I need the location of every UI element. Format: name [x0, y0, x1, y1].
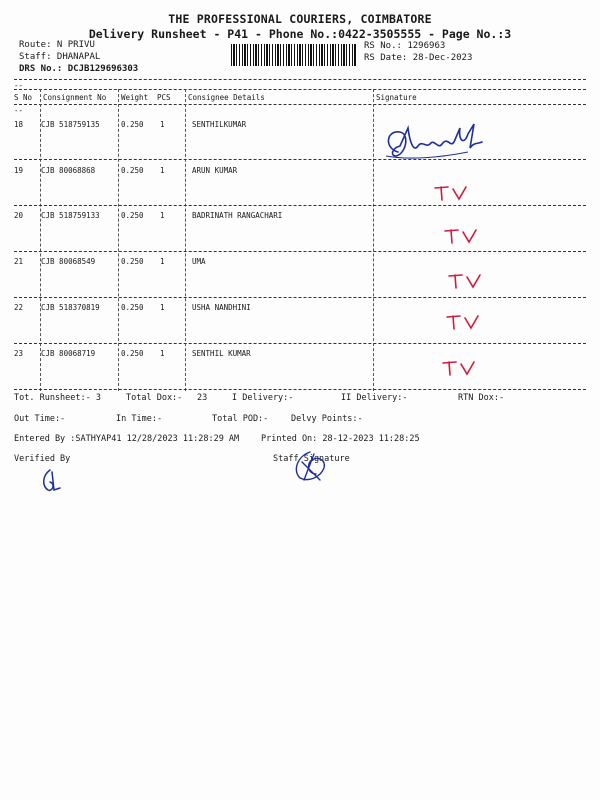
row-weight: 0.250 — [121, 211, 144, 220]
row-consignment: CJB 518370819 — [41, 303, 100, 312]
row-separator — [14, 297, 586, 298]
runsheet-title: Delivery Runsheet - P41 - Phone No.:0422-3505555 - Page No.:3 — [88, 27, 512, 41]
rs-date: RS Date: 28-Dec-2023 — [364, 53, 473, 63]
company-title: THE PROFESSIONAL COURIERS, COIMBATORE — [168, 12, 432, 26]
row-consignee: BADRINATH RANGACHARI — [192, 211, 283, 220]
row-pcs: 1 — [160, 166, 165, 175]
col-divider — [40, 89, 41, 391]
col-divider — [118, 89, 119, 391]
row-pcs: 1 — [160, 303, 165, 312]
total-runsheet: Tot. Runsheet:- 3 — [14, 393, 101, 403]
row-pcs: 1 — [160, 120, 165, 129]
row-consignee: USHA NANDHINI — [192, 303, 251, 312]
row-consignment: CJB 80068549 — [41, 257, 96, 266]
row-consignee: ARUN KUMAR — [192, 166, 238, 175]
handwritten-initials — [442, 225, 482, 247]
row-weight: 0.250 — [121, 120, 144, 129]
delvy-points: Delvy Points:- — [291, 414, 363, 424]
row-sno: 21 — [14, 257, 24, 266]
row-pcs: 1 — [160, 211, 165, 220]
col-divider — [185, 89, 186, 391]
row-sno: 22 — [14, 303, 24, 312]
drs-number: DRS No.: DCJB129696303 — [19, 64, 139, 74]
row-sno: 20 — [14, 211, 24, 220]
row-consignee: UMA — [192, 257, 206, 266]
staff-signature — [290, 448, 332, 484]
col-header-signature: Signature — [376, 93, 417, 102]
table-top-line — [14, 89, 586, 90]
row-consignment: CJB 518759135 — [41, 120, 100, 129]
row-consignee: SENTHILKUMAR — [192, 120, 247, 129]
row-weight: 0.250 — [121, 349, 144, 358]
row-separator — [14, 343, 586, 344]
col-header-sno: S No — [14, 93, 33, 102]
row-weight: 0.250 — [121, 303, 144, 312]
row-weight: 0.250 — [121, 166, 144, 175]
verifier-signature — [36, 466, 64, 496]
total-dox-label: Total Dox:- — [126, 393, 183, 403]
out-time: Out Time:- — [14, 414, 66, 424]
route-label: Route: N PRIVU — [19, 40, 95, 50]
row-dash: -- — [14, 81, 24, 90]
total-dox-value: 23 — [197, 393, 208, 403]
row-dash: -- — [14, 106, 24, 115]
row-pcs: 1 — [160, 349, 165, 358]
row-separator — [14, 159, 586, 160]
row-pcs: 1 — [160, 257, 165, 266]
col-header-weight: Weight — [121, 93, 149, 102]
row-consignment: CJB 80068868 — [41, 166, 96, 175]
handwritten-initials — [432, 182, 472, 204]
table-head-line — [14, 104, 586, 105]
rtn-dox: RTN Dox:- — [458, 393, 505, 403]
ii-delivery: II Delivery:- — [341, 393, 408, 403]
row-weight: 0.250 — [121, 257, 144, 266]
i-delivery: I Delivery:- — [232, 393, 294, 403]
handwritten-signature — [378, 118, 488, 164]
row-sno: 19 — [14, 166, 24, 175]
table-bottom-line — [14, 389, 586, 390]
handwritten-initials — [440, 357, 480, 379]
in-time: In Time:- — [116, 414, 163, 424]
row-sno: 18 — [14, 120, 24, 129]
barcode — [231, 44, 357, 66]
staff-label: Staff: DHANAPAL — [19, 52, 101, 62]
col-header-consignment: Consignment No — [43, 93, 107, 102]
row-separator — [14, 251, 586, 252]
total-pod: Total POD:- — [212, 414, 269, 424]
row-sno: 23 — [14, 349, 24, 358]
row-consignment: CJB 80068719 — [41, 349, 96, 358]
col-header-pcs: PCS — [157, 93, 171, 102]
staff-signature-label: Staff Signature — [273, 454, 350, 464]
rs-number: RS No.: 1296963 — [364, 41, 446, 51]
printed-on: Printed On: 28-12-2023 11:28:25 — [261, 434, 420, 444]
header-divider — [14, 79, 586, 80]
col-header-consignee: Consignee Details — [188, 93, 265, 102]
handwritten-initials — [446, 270, 486, 292]
handwritten-initials — [444, 311, 484, 333]
entered-by: Entered By :SATHYAP41 12/28/2023 11:28:29 AM — [14, 434, 240, 444]
row-separator — [14, 205, 586, 206]
verified-by-label: Verified By — [14, 454, 71, 464]
row-consignment: CJB 518759133 — [41, 211, 100, 220]
col-divider — [373, 89, 374, 391]
row-consignee: SENTHIL KUMAR — [192, 349, 251, 358]
